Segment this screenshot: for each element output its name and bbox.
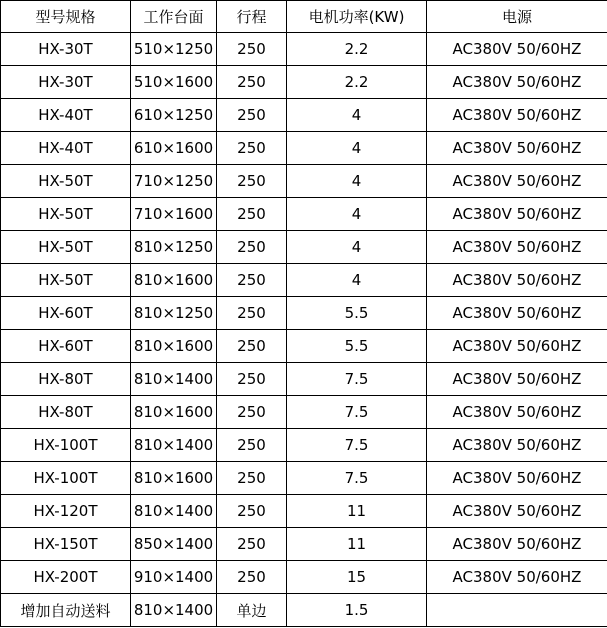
cell-model: HX-50T [1,264,131,297]
cell-model: HX-50T [1,231,131,264]
cell-stroke: 250 [217,66,287,99]
cell-power-supply: AC380V 50/60HZ [427,198,607,231]
cell-power-supply: AC380V 50/60HZ [427,363,607,396]
cell-stroke: 250 [217,429,287,462]
cell-power-supply: AC380V 50/60HZ [427,66,607,99]
table-row [1,462,607,495]
cell-model: HX-60T [1,297,131,330]
cell-power-supply: AC380V 50/60HZ [427,297,607,330]
cell-power-supply: AC380V 50/60HZ [427,429,607,462]
cell-stroke: 250 [217,462,287,495]
cell-power-supply: AC380V 50/60HZ [427,165,607,198]
cell-model: HX-30T [1,33,131,66]
cell-motor-power: 4 [287,264,427,297]
cell-worktable: 510×1250 [131,33,217,66]
header-stroke: 行程 [217,1,287,33]
table-header [1,1,607,33]
cell-motor-power: 5.5 [287,297,427,330]
cell-motor-power: 11 [287,528,427,561]
cell-worktable: 910×1400 [131,561,217,594]
cell-power-supply: AC380V 50/60HZ [427,396,607,429]
cell-worktable: 810×1400 [131,495,217,528]
cell-power-supply: AC380V 50/60HZ [427,528,607,561]
table-row [1,396,607,429]
table-row [1,198,607,231]
cell-stroke: 250 [217,297,287,330]
cell-worktable: 610×1600 [131,132,217,165]
cell-stroke: 250 [217,330,287,363]
table-row [1,297,607,330]
table-row [1,330,607,363]
cell-model: HX-120T [1,495,131,528]
cell-motor-power: 2.2 [287,66,427,99]
header-motor-power: 电机功率(KW) [287,1,427,33]
cell-motor-power: 5.5 [287,330,427,363]
cell-power-supply: AC380V 50/60HZ [427,495,607,528]
cell-worktable: 810×1250 [131,297,217,330]
cell-stroke: 250 [217,132,287,165]
cell-power-supply: AC380V 50/60HZ [427,561,607,594]
cell-motor-power: 7.5 [287,396,427,429]
cell-model: HX-80T [1,363,131,396]
cell-motor-power: 4 [287,231,427,264]
table-row [1,165,607,198]
cell-worktable: 610×1250 [131,99,217,132]
cell-stroke: 250 [217,33,287,66]
table-row [1,495,607,528]
cell-worktable: 710×1600 [131,198,217,231]
cell-power-supply: AC380V 50/60HZ [427,132,607,165]
cell-power-supply: AC380V 50/60HZ [427,99,607,132]
header-row [1,1,607,33]
cell-stroke: 250 [217,561,287,594]
cell-stroke: 单边 [217,594,287,627]
table-row [1,99,607,132]
cell-model: HX-200T [1,561,131,594]
table-row [1,594,607,627]
cell-motor-power: 7.5 [287,462,427,495]
cell-worktable: 710×1250 [131,165,217,198]
cell-model: HX-100T [1,429,131,462]
table-row [1,231,607,264]
cell-power-supply: AC380V 50/60HZ [427,462,607,495]
cell-model: HX-60T [1,330,131,363]
cell-worktable: 810×1600 [131,330,217,363]
table-body [1,33,607,627]
table-row [1,132,607,165]
cell-worktable: 510×1600 [131,66,217,99]
cell-model: HX-40T [1,132,131,165]
cell-motor-power: 4 [287,165,427,198]
cell-motor-power: 1.5 [287,594,427,627]
cell-model: HX-40T [1,99,131,132]
cell-stroke: 250 [217,231,287,264]
cell-model: HX-150T [1,528,131,561]
cell-worktable: 810×1250 [131,231,217,264]
header-model: 型号规格 [1,1,131,33]
cell-motor-power: 7.5 [287,363,427,396]
cell-motor-power: 7.5 [287,429,427,462]
cell-motor-power: 4 [287,132,427,165]
table-row [1,528,607,561]
cell-worktable: 810×1600 [131,264,217,297]
cell-model: HX-50T [1,198,131,231]
table-row [1,264,607,297]
cell-stroke: 250 [217,363,287,396]
table-row [1,561,607,594]
cell-motor-power: 4 [287,198,427,231]
cell-power-supply: AC380V 50/60HZ [427,33,607,66]
cell-power-supply [427,594,607,627]
cell-worktable: 810×1600 [131,462,217,495]
cell-stroke: 250 [217,264,287,297]
cell-motor-power: 11 [287,495,427,528]
cell-stroke: 250 [217,396,287,429]
cell-stroke: 250 [217,165,287,198]
table-row [1,429,607,462]
table-row [1,363,607,396]
header-worktable: 工作台面 [131,1,217,33]
table-row [1,33,607,66]
table-row [1,66,607,99]
cell-stroke: 250 [217,99,287,132]
cell-model: 增加自动送料 [1,594,131,627]
cell-worktable: 810×1400 [131,594,217,627]
cell-stroke: 250 [217,528,287,561]
cell-model: HX-50T [1,165,131,198]
cell-motor-power: 2.2 [287,33,427,66]
cell-power-supply: AC380V 50/60HZ [427,231,607,264]
cell-worktable: 810×1400 [131,429,217,462]
cell-model: HX-30T [1,66,131,99]
cell-power-supply: AC380V 50/60HZ [427,264,607,297]
cell-model: HX-80T [1,396,131,429]
cell-motor-power: 4 [287,99,427,132]
cell-model: HX-100T [1,462,131,495]
cell-worktable: 850×1400 [131,528,217,561]
cell-stroke: 250 [217,495,287,528]
cell-worktable: 810×1400 [131,363,217,396]
cell-power-supply: AC380V 50/60HZ [427,330,607,363]
cell-stroke: 250 [217,198,287,231]
cell-motor-power: 15 [287,561,427,594]
header-power-supply: 电源 [427,1,607,33]
cell-worktable: 810×1600 [131,396,217,429]
